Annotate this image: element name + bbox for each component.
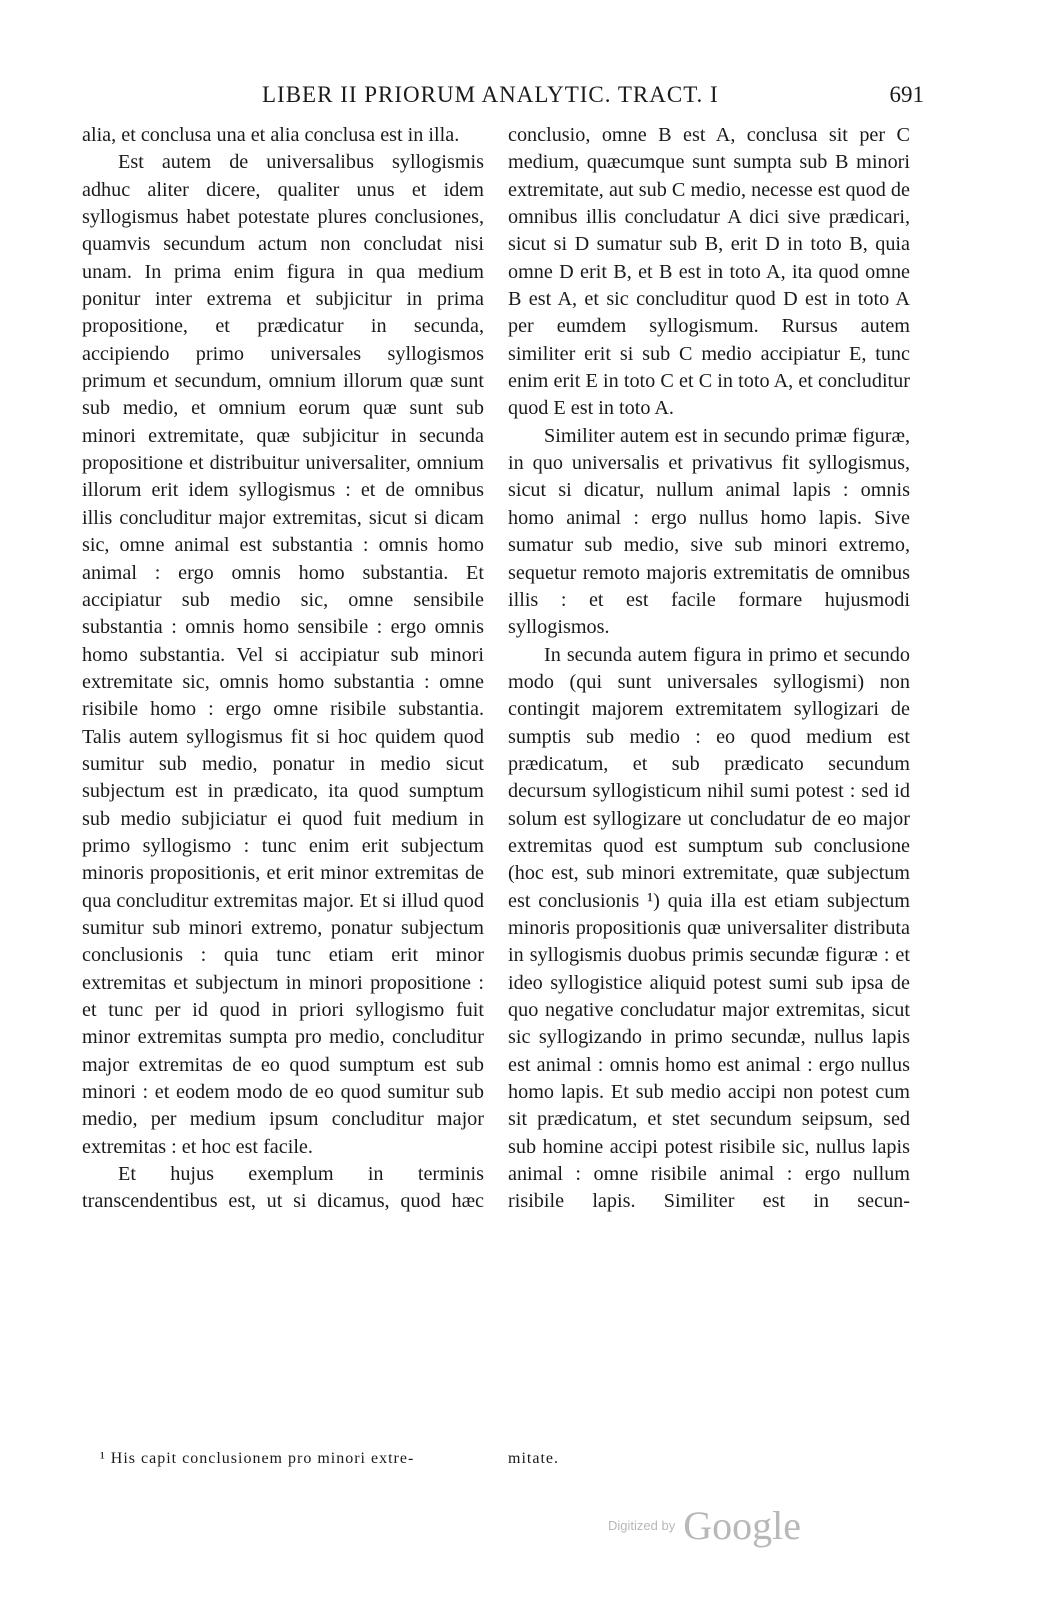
paragraph: alia, et conclusa una et alia conclusa est in illa.: [82, 124, 460, 146]
paragraph: Est autem de universalibus syllogismis adhuc aliter dicere, qualiter unus et idem syllogismus habet potestate plures conclusiones, quamvis secundum actum non concludat nisi unam. In prima enim figura in qua medium ponitur inter extrema et subjicitur in prima propositione, et prædicatur in secunda, accipiendo primo universales syllogismos primum et secundum, omnium illorum quæ sunt sub medio, et omnium eorum quæ sunt sub minori extremitate, quæ subjicitur in secunda propositione et distribuitur universaliter, omnium illorum erit idem syllogismus : et de omnibus illis concluditur major extremitas, sicut si dicam sic, omne animal est substantia : omnis homo animal : ergo omnis homo substantia. Et accipiatur sub medio sic, omne sensibile substantia : omnis homo sensibile : ergo omnis homo substantia. Vel si accipiatur sub minori extremitate sic, omnis homo substantia : omne risibile homo : ergo omne risibile substantia. Talis autem syllogismus fit si hoc quidem quod sumitur sub medio, ponatur in medio sicut subjectum est in prædicato, ita quod sumptum sub medio subjiciatur ei quod fuit medium in primo syllogismo : tunc enim erit subjectum minoris propositionis, et erit minor extremitas de qua concluditur extremitas major. Et si illud quod sumitur sub minori extremo, ponatur subjectum conclusionis : quia tunc etiam erit minor extremitas et subjectum in minori propositione : et tunc per id quod in priori syllogismo fuit minor extremitas sumpta pro medio, concluditur major extremitas de eo quod sumptum est sub minori : et eodem modo de eo quod sumitur sub medio, per medium ipsum concluditur major extremitas : et hoc est facile.: [82, 151, 484, 1158]
running-title: LIBER II PRIORUM ANALYTIC. TRACT. I: [262, 82, 719, 107]
page-number: 691: [889, 82, 924, 107]
watermark-brand: Google: [683, 1503, 801, 1548]
paragraph: Similiter autem est in secundo primæ figuræ, in quo universalis et privativus fit syllogismus, sicut si dicatur, nullum animal lapis : omnis homo animal : ergo nullus homo lapis. Sive sumatur sub medio, sive sub minori extremo, sequetur remoto majoris extremitatis de omnibus illis : et est facile formare hujusmodi syllogismos.: [508, 424, 910, 639]
footnote-right: mitate.: [508, 1450, 559, 1467]
left-column: [82, 122, 484, 1216]
digitized-watermark: [608, 1502, 801, 1549]
paragraph: In secunda autem figura in primo et secundo modo (qui sunt universales syllogismi) non contingit majorem extremitatem syllogizari de sumptis sub medio : eo quod medium est prædicatum, et sub prædicato secundum decursum syllogisticum nihil sumi potest : sed id solum est syllogizare ut concludatur de eo major extremitas quod est sumptum sub conclusione (hoc est, sub minori extremitate, quæ subjectum est conclusionis ¹) quia illa est etiam subjectum minoris propositionis quæ universaliter distributa in syllogismis duobus primis secundæ figuræ : et ideo syllogistice aliquid potest sumi sub ipsa de quo negative concludatur major extremitas, sicut sic syllogizando in primo secundæ, nullus lapis est animal : omnis homo est animal : ergo nullus homo lapis. Et sub medio accipi non potest cum sit prædicatum, et stet secundum seipsum, sed sub homine accipi potest risibile sic, nullus lapis animal : omne risibile animal : ergo nullum risibile lapis. Similiter est in secun-: [508, 643, 910, 1213]
paragraph: Et hujus exemplum in terminis transcendentibus est, ut si dicamus, quod hæc: [82, 1163, 484, 1213]
paragraph: conclusio, omne B est A, conclusa sit per C medium, quæcumque sunt sumpta sub B minori extremitate, aut sub C medio, necesse est quod de omnibus illis concludatur A dici sive prædicari, sicut si D sumatur sub B, erit D in toto B, quia omne D erit B, et B est in toto A, ita quod omne B est A, et sic concluditur quod D est in toto A per eumdem syllogismum. Rursus autem similiter erit si sub C medio accipiatur E, tunc enim erit E in toto C et C in toto A, et concluditur quod E est in toto A.: [508, 124, 910, 420]
footnote-left: ¹ His capit conclusionem pro minori extre-: [100, 1450, 415, 1467]
watermark-prefix: Digitized by: [608, 1518, 676, 1533]
right-column: [508, 122, 910, 1216]
